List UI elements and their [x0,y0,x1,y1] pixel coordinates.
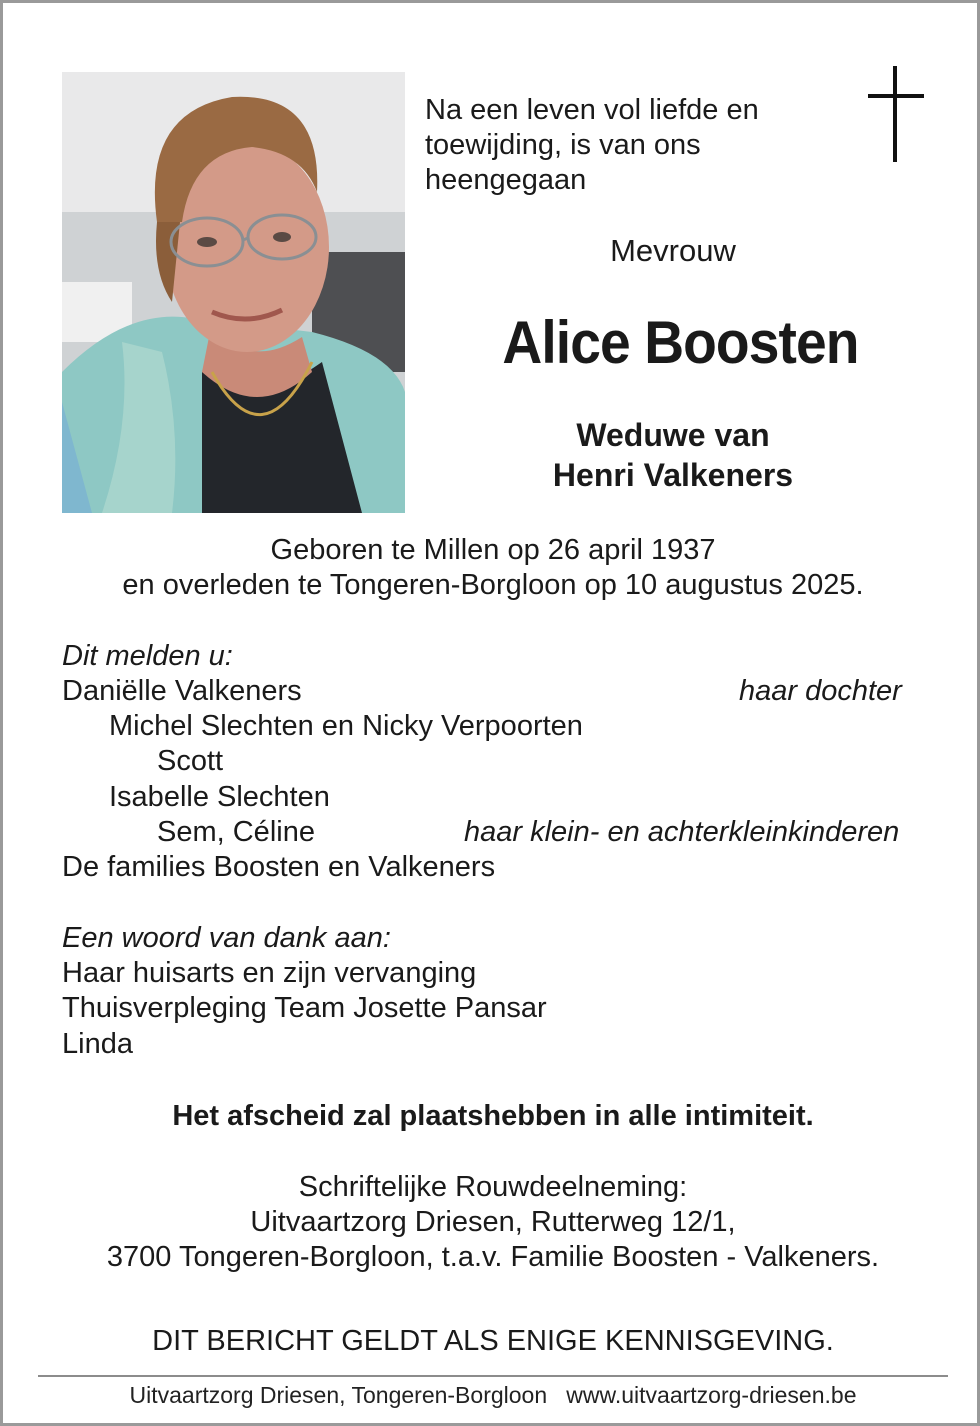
thanks-line: Thuisverpleging Team Josette Pansar [62,992,547,1024]
intro-line: toewijding, is van ons [425,129,701,161]
born-line: Geboren te Millen op 26 april 1937 [270,534,716,566]
footer-divider [38,1375,948,1377]
mourner-relation: haar klein- en achterkleinkinderen [464,816,900,848]
honorific: Mevrouw [610,233,736,268]
condolence-line: 3700 Tongeren-Borgloon, t.a.v. Familie Boosten - Valkeners. [106,1241,880,1273]
notice-text: DIT BERICHT GELDT ALS ENIGE KENNISGEVING. [152,1325,834,1357]
condolence-block [43,1170,943,1275]
intro-text [425,93,845,198]
farewell-text: Het afscheid zal plaatshebben in alle intimiteit. [172,1100,814,1132]
thanks-line: Linda [62,1028,133,1060]
spouse-block [473,415,873,495]
deceased-name: Alice Boosten [502,309,859,376]
condolence-line: Uitvaartzorg Driesen, Rutterweg 12/1, [250,1206,736,1238]
died-line: en overleden te Tongeren-Borgloon op 10 augustus 2025. [122,569,864,601]
mourner-name: Michel Slechten en Nicky Verpoorten [109,710,583,742]
portrait-photo [62,72,405,513]
mourner-name: Scott [157,745,224,777]
intro-line: Na een leven vol liefde en [425,94,759,126]
condolence-line: Schriftelijke Rouwdeelneming: [298,1171,688,1203]
spouse-line: Henri Valkeners [552,457,794,493]
mourner-name: Sem, Céline [157,816,315,848]
mourner-name: Isabelle Slechten [109,781,330,813]
mourner-name: De families Boosten en Valkeners [62,851,496,883]
mourner-relation: haar dochter [739,675,902,707]
mourners-heading: Dit melden u: [62,640,233,672]
thanks-heading: Een woord van dank aan: [62,922,391,954]
cross-icon [868,66,924,162]
birth-death-info [43,533,943,603]
thanks-line: Haar huisarts en zijn vervanging [62,957,477,989]
mourner-name: Daniëlle Valkeners [62,675,302,707]
footer-text: Uitvaartzorg Driesen, Tongeren-Borgloon www.uitvaartzorg-driesen.be [129,1382,857,1408]
spouse-line: Weduwe van [576,417,770,453]
intro-line: heengegaan [425,164,587,196]
